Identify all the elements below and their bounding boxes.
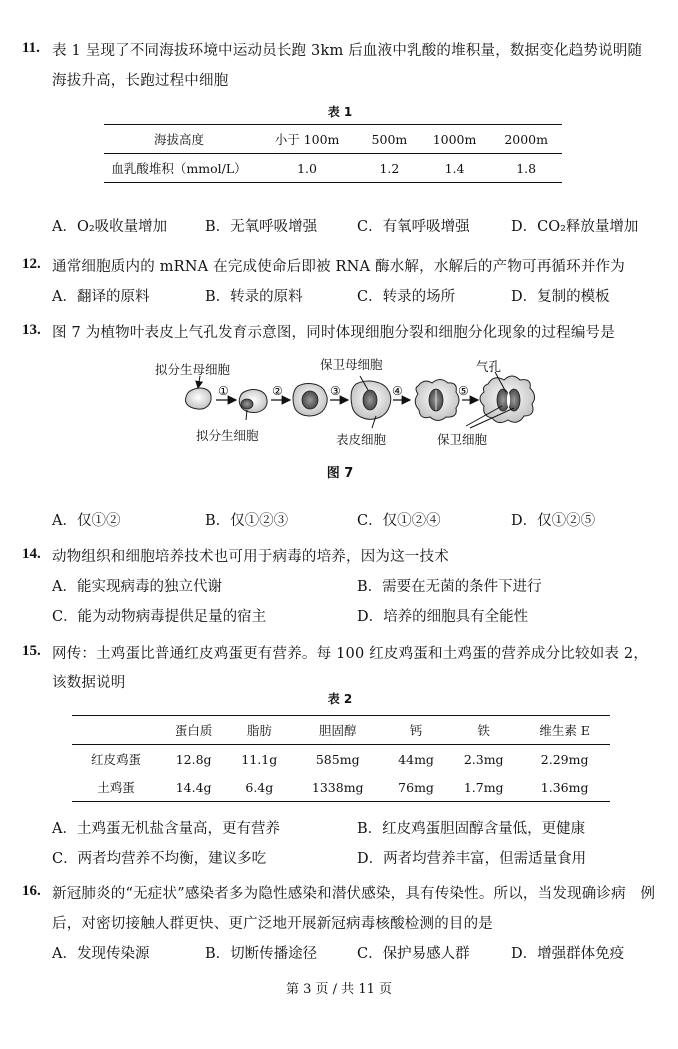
table1-cell: 1.0 (254, 154, 360, 183)
table2-cell: 11.1g (241, 751, 278, 767)
table2-header: 维生素 E (519, 716, 610, 745)
q11-number: 11. (22, 40, 40, 56)
q11-option-a: A．O₂吸收量增加 (52, 219, 168, 235)
q15-option-c: C．两者均营养不均衡，建议多吃 (52, 851, 267, 867)
q16-stem-line2: 后，对密切接触人群更快、更广泛地开展新冠病毒核酸检测的目的是 (52, 916, 493, 932)
q16-option-b: B．切断传播途径 (205, 946, 318, 962)
table2-cell: 1338mg (291, 773, 384, 802)
q11-stem-line1: 表 1 呈现了不同海拔环境中运动员长跑 3km 后血液中乳酸的堆积量，数据变化趋势说明随 (52, 43, 643, 59)
proto-cell (241, 399, 253, 409)
q16-option-a: A．发现传染源 (52, 946, 150, 962)
table2-cell: 2.29mg (540, 751, 589, 767)
table2-cell: 44mg (398, 751, 434, 767)
table1-header: 500m (360, 125, 419, 154)
q16-number: 16. (22, 883, 41, 899)
q16-stem-line1: 新冠肺炎的“无症状”感染者多为隐性感染和潜伏感染，具有传染性。所以，当发现确诊病 例 (52, 886, 656, 902)
table2-cell: 1.36mg (519, 773, 610, 802)
fig7-label-guard-cell: 保卫细胞 (437, 432, 488, 447)
q13-stem: 图 7 为植物叶表皮上气孔发育示意图，同时体现细胞分裂和细胞分化现象的过程编号是 (52, 325, 615, 341)
q13-option-b: B．仅①②③ (205, 513, 289, 529)
fig7-label-proto-mother-cell: 拟分生母细胞 (155, 362, 231, 377)
step-label: ② (272, 384, 283, 398)
q15-option-a: A．土鸡蛋无机盐含量高，更有营养 (52, 821, 280, 837)
table2-header: 胆固醇 (291, 716, 384, 745)
q16-option-c: C．保护易感人群 (357, 946, 470, 962)
table2-header (72, 716, 160, 745)
cell-stage-3-nucleus (302, 391, 318, 409)
fig7-caption: 图 7 (326, 466, 354, 481)
stoma-pore (507, 393, 510, 407)
page-footer: 第 3 页 / 共 11 页 (286, 982, 392, 997)
table2-header: 脂肪 (227, 716, 291, 745)
table2-caption: 表 2 (327, 692, 353, 706)
table2-header: 铁 (448, 716, 519, 745)
q12-stem: 通常细胞质内的 mRNA 在完成使命后即被 RNA 酶水解，水解后的产物可再循环并作为 (52, 259, 625, 275)
table1-header: 1000m (419, 125, 491, 154)
table1-cell: 1.2 (360, 154, 419, 183)
q15-stem-line1: 网传：土鸡蛋比普通红皮鸡蛋更有营养。每 100 红皮鸡蛋和土鸡蛋的营养成分比较如表 2， (52, 646, 649, 662)
q14-number: 14. (22, 546, 41, 562)
table2-cell: 585mg (315, 751, 360, 767)
table2-header: 钙 (384, 716, 448, 745)
q11-option-b: B．无氧呼吸增强 (205, 219, 318, 235)
q15-option-b: B．红皮鸡蛋胆固醇含量低，更健康 (357, 821, 586, 837)
q12-option-d: D．复制的模板 (511, 289, 610, 305)
q14-option-b: B．需要在无菌的条件下进行 (357, 579, 542, 595)
proto-mother-cell (186, 388, 212, 409)
fig7-label-stoma: 气孔 (476, 359, 502, 374)
guard-mother-cell (363, 390, 377, 410)
q13-option-c: C．仅①②④ (357, 513, 441, 529)
fig7-label-proto-cell: 拟分生细胞 (196, 428, 259, 443)
fig7-label-epidermal-cell: 表皮细胞 (336, 432, 387, 447)
table2-cell: 1.7mg (448, 773, 519, 802)
q12-option-a: A．翻译的原料 (52, 289, 150, 305)
table2-cell: 6.4g (227, 773, 291, 802)
q15-option-d: D．两者均营养丰富，但需适量食用 (357, 851, 587, 867)
q11-option-c: C．有氧呼吸增强 (357, 219, 470, 235)
q12-option-c: C．转录的场所 (357, 289, 456, 305)
table1-cell: 1.4 (419, 154, 491, 183)
q14-stem: 动物组织和细胞培养技术也可用于病毒的培养，因为这一技术 (52, 549, 449, 565)
stoma-development-diagram (170, 370, 540, 435)
q15-stem-line2: 该数据说明 (52, 675, 126, 691)
table2-row-label: 土鸡蛋 (72, 773, 160, 802)
q13-number: 13. (22, 322, 41, 338)
step-label: ① (218, 384, 229, 398)
q14-option-c: C．能为动物病毒提供足量的宿主 (52, 609, 267, 625)
step-label: ④ (392, 384, 403, 398)
table1-cell: 血乳酸堆积（mmol/L） (104, 154, 254, 183)
q14-option-a: A．能实现病毒的独立代谢 (52, 579, 222, 595)
q15-number: 15. (22, 643, 41, 659)
table2-cell: 76mg (384, 773, 448, 802)
fig7-label-guard-mother-cell: 保卫母细胞 (320, 357, 383, 372)
q11-option-d: D．CO₂释放量增加 (511, 219, 639, 235)
table2-cell: 12.8g (175, 751, 212, 767)
table1-cell: 1.8 (490, 154, 562, 183)
table2-header: 蛋白质 (160, 716, 227, 745)
step-label: ③ (330, 384, 341, 398)
step-label: ⑤ (458, 384, 469, 398)
table1-caption: 表 1 (327, 105, 353, 119)
table1-header: 2000m (490, 125, 562, 154)
q16-option-d: D．增强群体免疫 (511, 946, 625, 962)
table1-header: 小于 100m (254, 125, 360, 154)
table1-header: 海拔高度 (104, 125, 254, 154)
table2 (72, 715, 610, 802)
q13-option-d: D．仅①②⑤ (511, 513, 596, 529)
table2-cell: 2.3mg (463, 751, 504, 767)
table2-cell: 14.4g (160, 773, 227, 802)
q12-option-b: B．转录的原料 (205, 289, 303, 305)
q11-stem-line2: 海拔升高，长跑过程中细胞 (52, 73, 229, 89)
q14-option-d: D．培养的细胞具有全能性 (357, 609, 529, 625)
q12-number: 12. (22, 256, 41, 272)
table2-row-label: 红皮鸡蛋 (90, 752, 141, 767)
table1 (104, 124, 562, 183)
q13-option-a: A．仅①② (52, 513, 121, 529)
